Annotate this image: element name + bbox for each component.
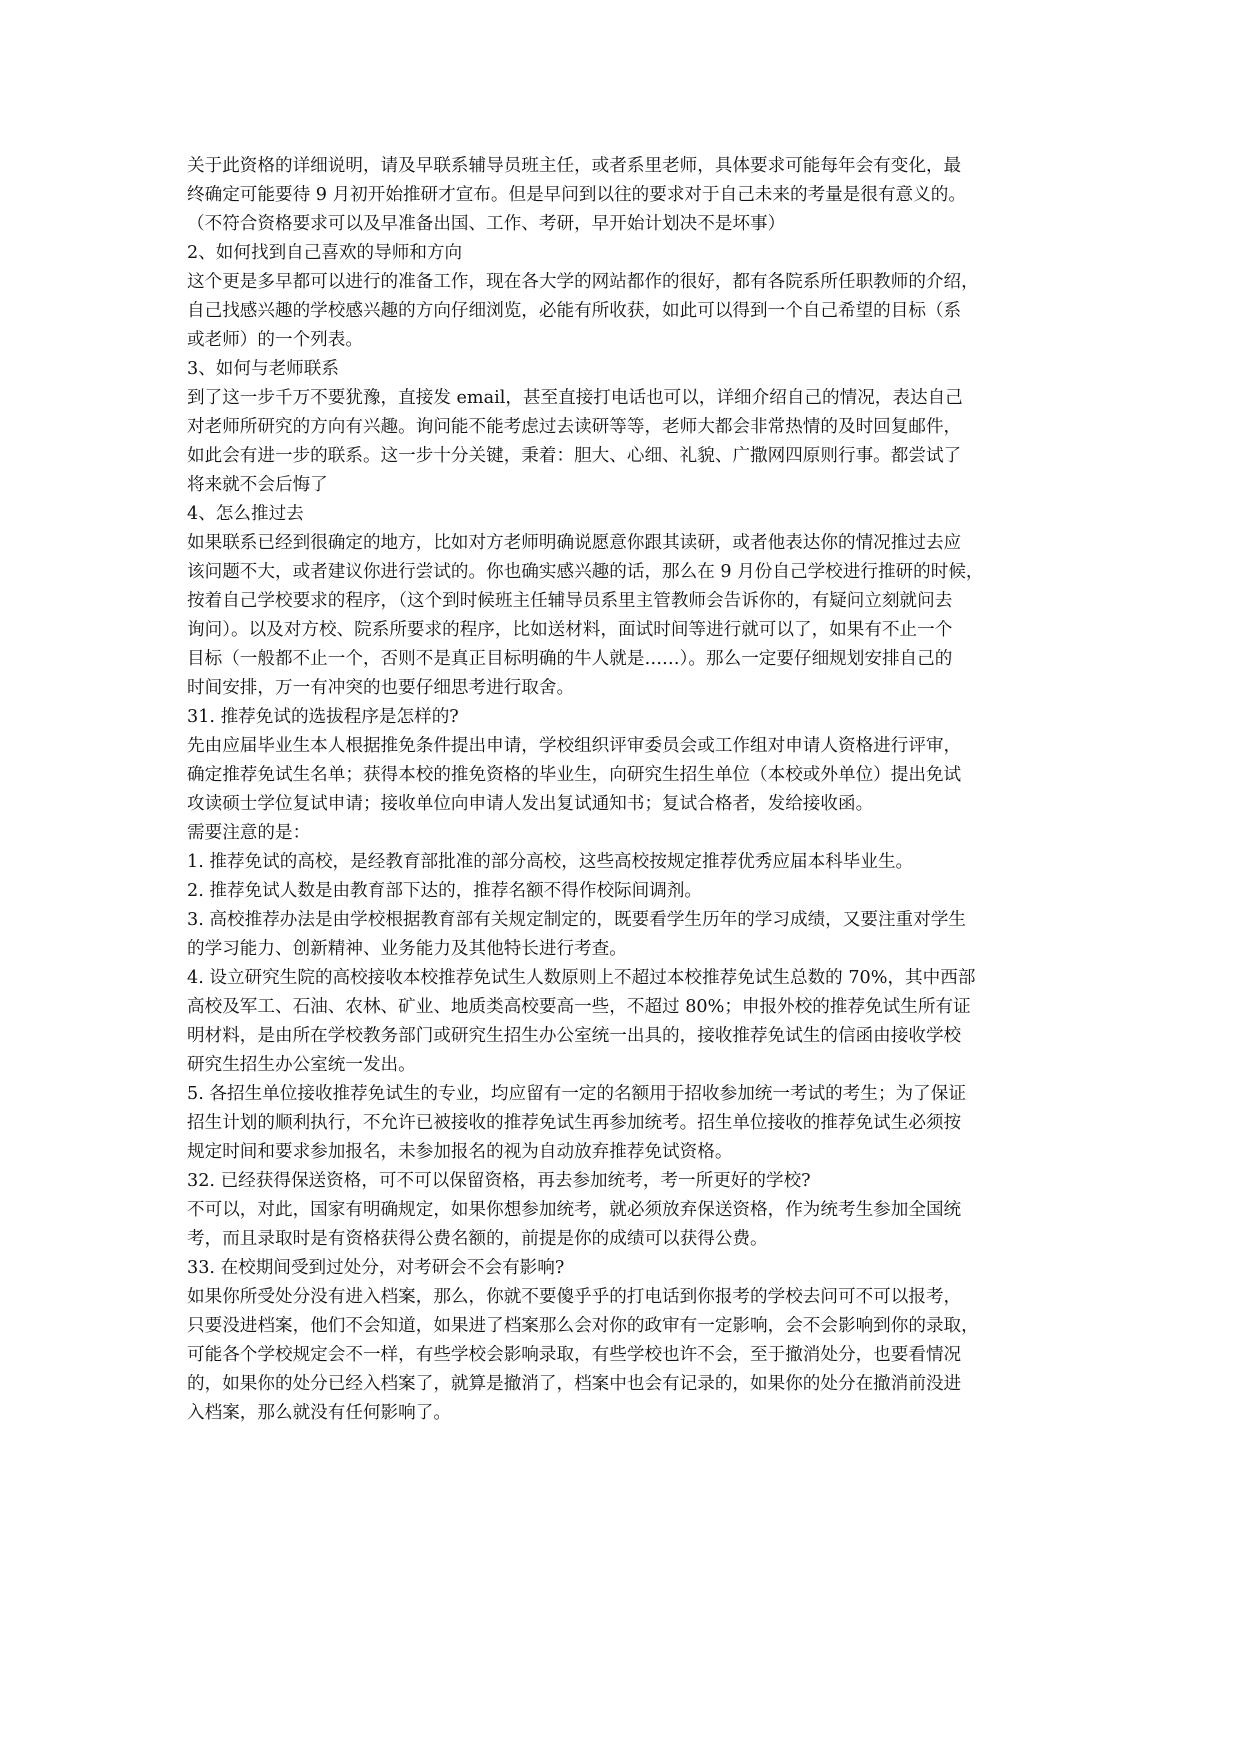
section-heading: 3、如何与老师联系 (187, 359, 339, 379)
text-line: 如此会有进一步的联系。这一步十分关键，秉着：胆大、心细、礼貌、广撒网四原则行事。都尝试了 (187, 446, 962, 466)
text-line: 的，如果你的处分已经入档案了，就算是撤消了，档案中也会有记录的，如果你的处分在撤消前没进 (187, 1374, 962, 1394)
text-line: 到了这一步千万不要犹豫，直接发 email，甚至直接打电话也可以，详细介绍自己的情况，表达自己 (187, 388, 963, 408)
text-line: 如果联系已经到很确定的地方，比如对方老师明确说愿意你跟其读研，或者他表达你的情况推过去应 (187, 533, 962, 553)
text-line: 不可以，对此，国家有明确规定，如果你想参加统考，就必须放弃保送资格，作为统考生参加全国统 (187, 1200, 962, 1220)
text-line: 高校及军工、石油、农林、矿业、地质类高校要高一些，不超过 80%；申报外校的推荐免试生所有证 (187, 997, 971, 1017)
text-line: 将来就不会后悔了 (187, 475, 328, 495)
text-line: 关于此资格的详细说明，请及早联系辅导员班主任，或者系里老师，具体要求可能每年会有变化，最 (187, 156, 962, 176)
text-line: 攻读硕士学位复试申请；接收单位向申请人发出复试通知书；复试合格者，发给接收函。 (187, 794, 874, 814)
list-item: 4. 设立研究生院的高校接收本校推荐免试生人数原则上不超过本校推荐免试生总数的 70%，其中西部 (187, 968, 976, 988)
text-line: 时间安排，万一有冲突的也要仔细思考进行取舍。 (187, 678, 575, 698)
text-line: 可能各个学校规定会不一样，有些学校会影响录取，有些学校也许不会，至于撤消处分，也要看情况 (187, 1345, 962, 1365)
text-line: 按着自己学校要求的程序，（这个到时候班主任辅导员系里主管教师会告诉你的，有疑问立刻就问去 (187, 591, 953, 611)
text-line: 需要注意的是： (187, 823, 311, 843)
text-line: 确定推荐免试生名单；获得本校的推免资格的毕业生，向研究生招生单位（本校或外单位）提出免试 (187, 765, 962, 785)
list-item: 1. 推荐免试的高校，是经教育部批准的部分高校，这些高校按规定推荐优秀应届本科毕业生。 (187, 852, 914, 872)
text-line: 如果你所受处分没有进入档案，那么，你就不要傻乎乎的打电话到你报考的学校去问可不可以报考， (187, 1287, 962, 1307)
list-item: 5. 各招生单位接收推荐免试生的专业，均应留有一定的名额用于招收参加统一考试的考生；为了保证 (187, 1084, 966, 1104)
text-line: （不符合资格要求可以及早准备出国、工作、考研，早开始计划决不是坏事） (187, 214, 786, 234)
text-line: 明材料，是由所在学校教务部门或研究生招生办公室统一出具的，接收推荐免试生的信函由接收学校 (187, 1026, 962, 1046)
text-line: 先由应届毕业生本人根据推免条件提出申请，学校组织评审委员会或工作组对申请人资格进行评审， (187, 736, 962, 756)
text-line: 该问题不大，或者建议你进行尝试的。你也确实感兴趣的话，那么在 9 月份自己学校进行推研的时候， (187, 562, 984, 582)
text-line: 招生计划的顺利执行，不允许已被接收的推荐免试生再参加统考。招生单位接收的推荐免试生必须按 (187, 1113, 962, 1133)
list-item: 3. 高校推荐办法是由学校根据教育部有关规定制定的，既要看学生历年的学习成绩，又要注重对学生 (187, 910, 966, 930)
question-heading: 32. 已经获得保送资格，可不可以保留资格，再去参加统考，考一所更好的学校? (187, 1171, 811, 1191)
text-line: 考，而且录取时是有资格获得公费名额的，前提是你的成绩可以获得公费。 (187, 1229, 768, 1249)
text-line: 自己找感兴趣的学校感兴趣的方向仔细浏览，必能有所收获，如此可以得到一个自己希望的目标（系 (187, 301, 962, 321)
text-line: 目标（一般都不止一个，否则不是真正目标明确的牛人就是……）。那么一定要仔细规划安排自己的 (187, 649, 953, 669)
text-line: 研究生招生办公室统一发出。 (187, 1055, 416, 1075)
question-heading: 33. 在校期间受到过处分，对考研会不会有影响? (187, 1258, 565, 1278)
text-line: 入档案，那么就没有任何影响了。 (187, 1403, 451, 1423)
text-line: 或老师）的一个列表。 (187, 330, 363, 350)
list-item: 2. 推荐免试人数是由教育部下达的，推荐名额不得作校际间调剂。 (187, 881, 703, 901)
section-heading: 4、怎么推过去 (187, 504, 304, 524)
text-line: 规定时间和要求参加报名，未参加报名的视为自动放弃推荐免试资格。 (187, 1142, 733, 1162)
text-line: 对老师所研究的方向有兴趣。询问能不能考虑过去读研等等，老师大都会非常热情的及时回复邮件， (187, 417, 962, 437)
text-line: 只要没进档案，他们不会知道，如果进了档案那么会对你的政审有一定影响，会不会影响到你的录取， (187, 1316, 979, 1336)
text-line: 的学习能力、创新精神、业务能力及其他特长进行考查。 (187, 939, 627, 959)
text-line: 询问）。以及对方校、院系所要求的程序，比如送材料，面试时间等进行就可以了，如果有不止一个 (187, 620, 953, 640)
question-heading: 31. 推荐免试的选拔程序是怎样的? (187, 707, 459, 727)
text-line: 终确定可能要待 9 月初开始推研才宣布。但是早问到以往的要求对于自己未来的考量是很有意义的。 (187, 185, 966, 205)
text-line: 这个更是多早都可以进行的准备工作，现在各大学的网站都作的很好，都有各院系所任职教师的介绍， (187, 272, 979, 292)
section-heading: 2、如何找到自己喜欢的导师和方向 (187, 243, 463, 263)
document-page (187, 152, 1047, 1428)
